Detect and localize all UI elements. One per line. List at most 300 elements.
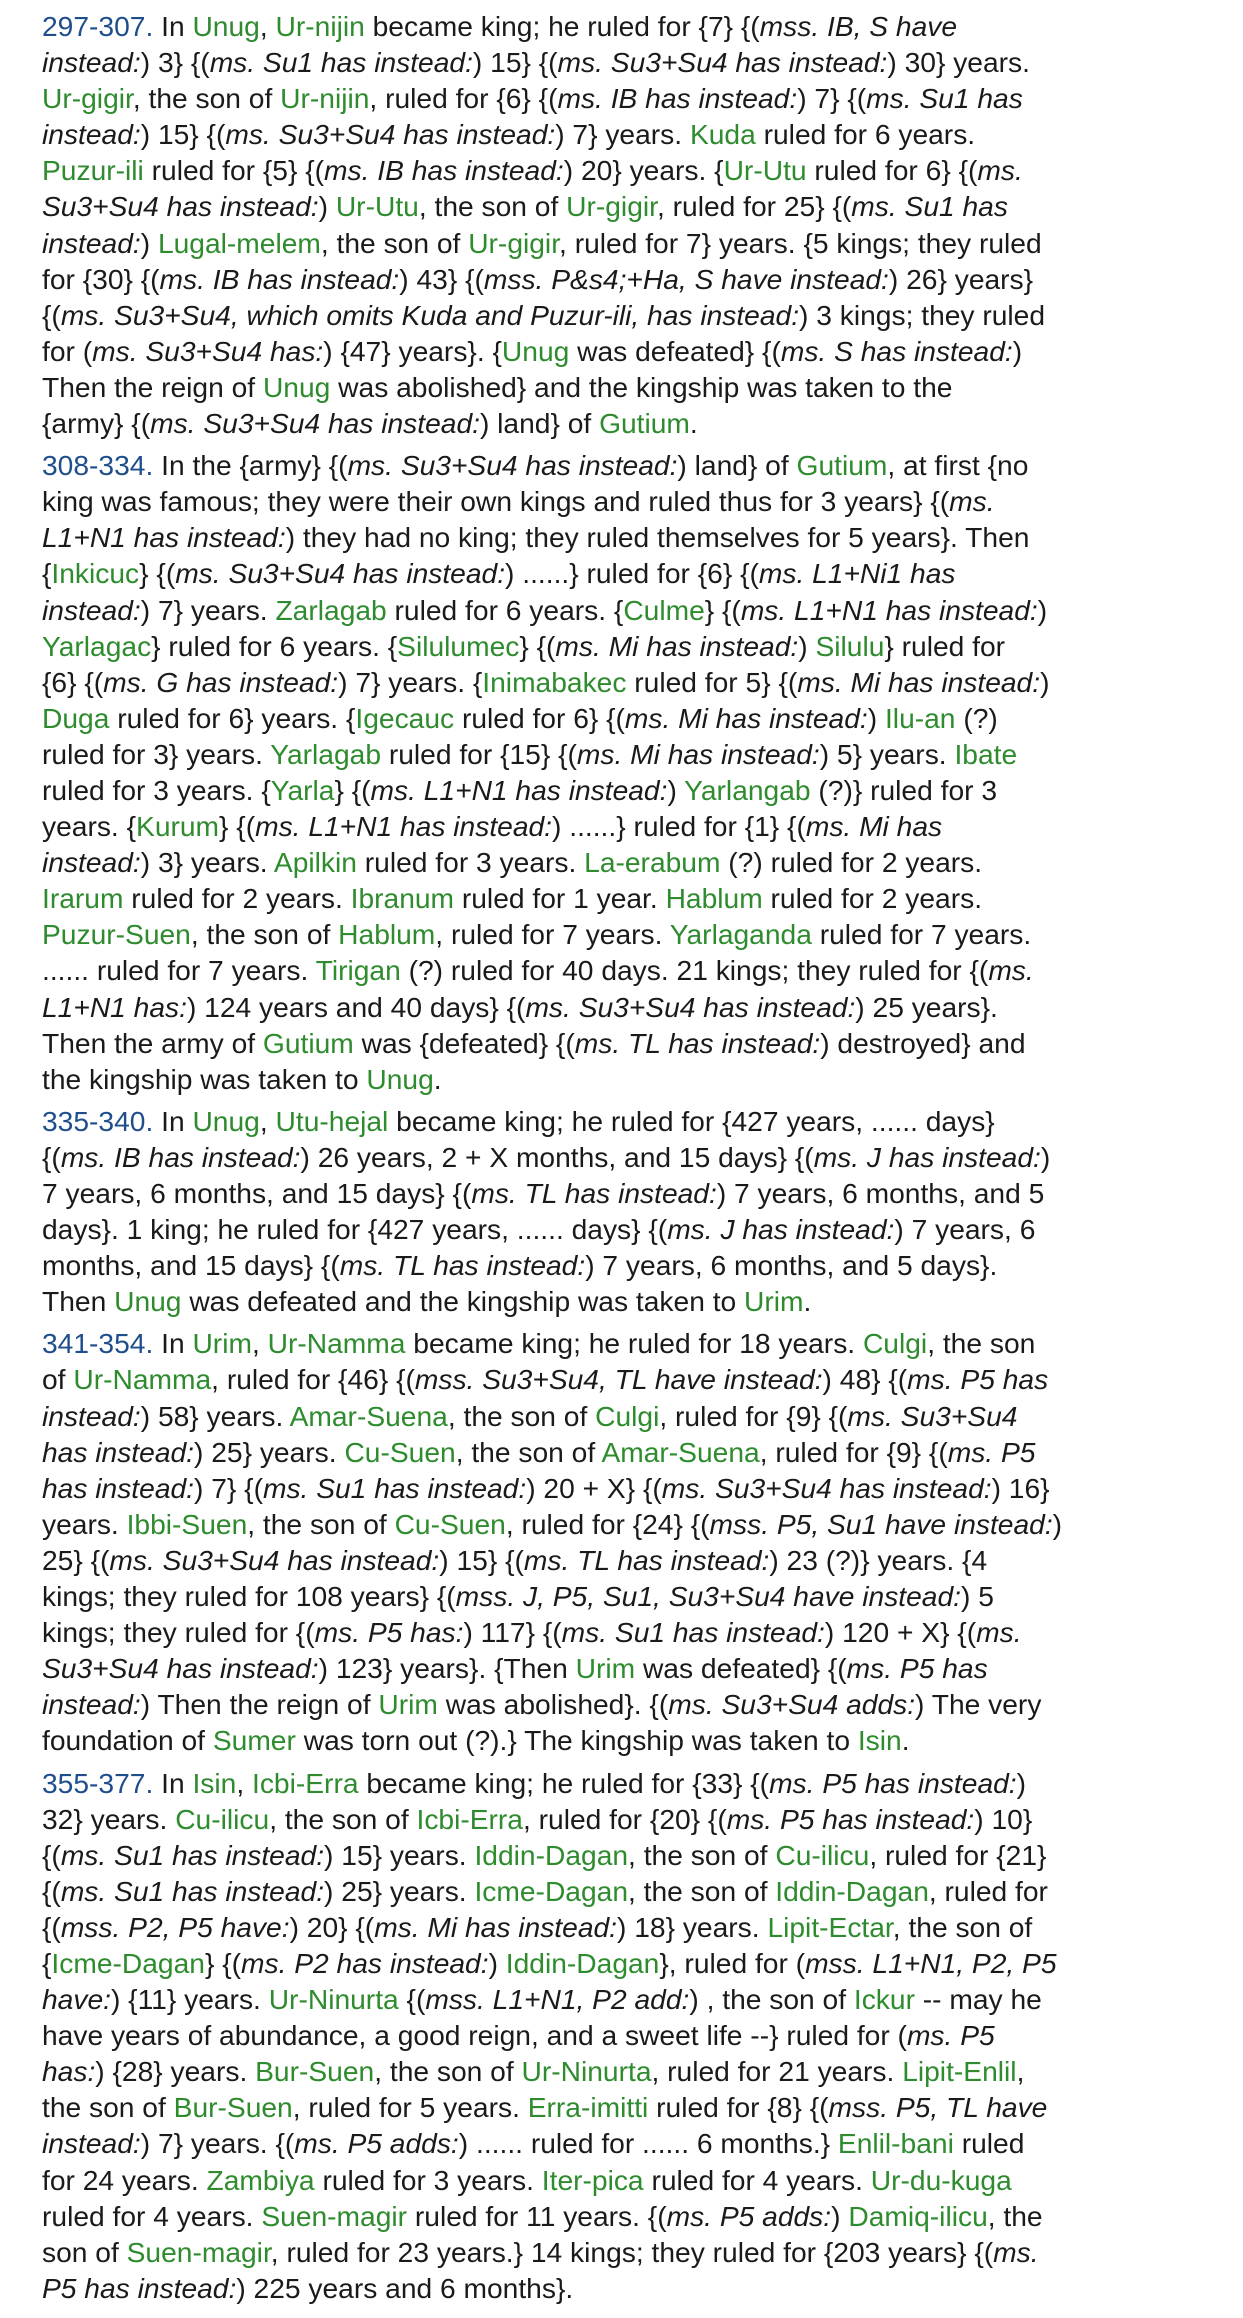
manuscript-note: ms. G has instead: (103, 665, 339, 698)
text-line (42, 700, 1192, 736)
text-run: months, and 15 days} {( (42, 1249, 340, 1282)
manuscript-note: ms. P5 has instead: (726, 1802, 975, 1835)
name-link[interactable]: Yarla (270, 773, 335, 806)
manuscript-note: ms. Su3+Su4 has: (92, 334, 324, 367)
name-link[interactable]: Culgi (862, 1327, 928, 1360)
text-run: ) (867, 701, 885, 734)
name-link[interactable]: Cu-Suen (344, 1435, 456, 1468)
text-line (42, 592, 1192, 628)
text-run: , the son of (418, 190, 567, 223)
manuscript-note: ms. Su3+Su4 has instead: (347, 449, 678, 482)
name-link[interactable]: Gutium (262, 1026, 354, 1059)
name-link[interactable]: Iter-pica (541, 2163, 644, 2196)
name-link[interactable]: Igecauc (355, 701, 455, 734)
manuscript-note: P5 has instead: (42, 2271, 237, 2304)
manuscript-note: instead: (42, 46, 141, 79)
name-link[interactable]: Yarlagab (270, 737, 381, 770)
name-link[interactable]: Inkicuc (51, 557, 140, 590)
manuscript-note: ms. Su3+Su4 adds: (668, 1688, 916, 1721)
text-run: ruled for 4 years. (643, 2163, 871, 2196)
name-link[interactable]: Inimabakec (482, 665, 627, 698)
text-run: ) (318, 190, 336, 223)
text-line (42, 261, 1192, 297)
text-run: ruled for {5} {( (143, 154, 325, 187)
manuscript-note: ms. Su1 has (851, 190, 1008, 223)
text-run: ) land} of (479, 407, 600, 440)
text-run: , the son of (374, 2055, 522, 2088)
manuscript-note: mss. P&s4;+Ha, S have instead: (483, 262, 889, 295)
text-run: ) 15} {( (439, 1543, 524, 1576)
name-link[interactable]: Erra-imitti (527, 2091, 649, 2124)
text-run: , ruled for {9} {( (759, 1435, 948, 1468)
manuscript-note: ms. Su3+Su4 has instead: (225, 118, 556, 151)
name-link[interactable]: Damiq-ilicu (848, 2199, 988, 2232)
manuscript-note: ms. (993, 2235, 1039, 2268)
text-run: ruled for 6} years. { (109, 701, 356, 734)
text-line (42, 916, 1192, 952)
name-link[interactable]: Utu-hejal (275, 1104, 389, 1137)
text-run: ruled for 6 years. (755, 118, 976, 151)
text-run: ) 25} years. (194, 1435, 345, 1468)
name-link[interactable]: Apilkin (273, 846, 357, 879)
manuscript-note: ms. Su1 has (866, 82, 1023, 115)
text-run: was abolished}. {( (437, 1688, 669, 1721)
text-run: 7 years, 6 months, and 15 days} {( (42, 1177, 472, 1209)
text-run: ruled for 1 year. (454, 882, 666, 915)
name-link[interactable]: Unug (114, 1285, 182, 1318)
text-line (42, 1837, 1192, 1873)
text-line (42, 152, 1192, 188)
manuscript-note: L1+N1 has: (42, 990, 187, 1023)
name-link[interactable]: Gutium (599, 407, 690, 440)
text-run: of (42, 1363, 74, 1396)
name-link[interactable]: Ickur (853, 1983, 915, 2016)
line-range-link[interactable]: 335-340. (42, 1104, 154, 1137)
text-run: , the son of (455, 1435, 602, 1468)
manuscript-note: ms. P5 (947, 1435, 1036, 1468)
text-run: kings; they ruled for 108 years} {( (42, 1580, 456, 1613)
text-run: . (433, 1062, 442, 1095)
name-link[interactable]: Bur-Suen (255, 2055, 375, 2088)
text-line (42, 1434, 1192, 1470)
name-link[interactable]: Ibate (954, 737, 1018, 770)
name-link[interactable]: Urim (192, 1327, 252, 1360)
text-line (42, 1398, 1192, 1434)
name-link[interactable]: Cu-ilicu (775, 1838, 870, 1871)
text-run: ) 3} {( (140, 46, 210, 79)
text-run: ruled for 5} {( (626, 665, 798, 698)
text-run: was {defeated} {( (353, 1026, 575, 1059)
name-link[interactable]: Puzur-ili (42, 154, 144, 187)
manuscript-note: ms. Mi has instead: (797, 665, 1041, 698)
manuscript-note: ms. Mi has instead: (555, 629, 799, 662)
text-run: ) 7} years. { (338, 665, 483, 698)
text-run: Then the army of (42, 1026, 263, 1059)
name-link[interactable]: Urim (575, 1652, 636, 1685)
name-link[interactable]: Urim (744, 1285, 804, 1318)
text-run: ) 3} years. (140, 846, 274, 879)
name-link[interactable]: Unug (192, 1104, 260, 1137)
text-run: ) (1037, 593, 1048, 626)
name-link[interactable]: Silulumec (397, 629, 520, 662)
text-run: ) land} of (677, 449, 797, 482)
name-link[interactable]: Ur-gigir (468, 226, 560, 259)
text-run: , (251, 1327, 268, 1360)
text-run: ) The very (915, 1688, 1042, 1721)
text-line (42, 1873, 1192, 1909)
manuscript-note: mss. Su3+Su4, TL have instead: (414, 1363, 823, 1396)
text-run: (?)} ruled for 3 (810, 773, 998, 806)
line-range-link[interactable]: 341-354. (42, 1327, 154, 1360)
entry-paragraph (42, 1325, 1192, 1758)
text-line (42, 2089, 1192, 2125)
name-link[interactable]: Kuda (689, 118, 756, 151)
text-run: , the son of (628, 1838, 776, 1871)
text-run: ) (488, 1946, 506, 1979)
text-run: In (153, 1766, 193, 1799)
manuscript-note: mss. L1+N1, P2, P5 (805, 1946, 1057, 1979)
manuscript-note: ms. P5 adds: (666, 2199, 832, 2232)
text-line (42, 952, 1192, 988)
manuscript-note: has: (42, 2055, 96, 2088)
text-run: ) 7} years. (140, 593, 276, 626)
text-run: ) 7 years, 6 months, and 5 days}. (585, 1249, 998, 1282)
text-run: {army} {( (42, 407, 151, 440)
name-link[interactable]: Lipit-Enlil (902, 2055, 1017, 2088)
name-link[interactable]: Zarlagab (275, 593, 387, 626)
text-line (42, 1614, 1192, 1650)
name-link[interactable]: Unug (192, 10, 260, 42)
text-run: days}. 1 king; he ruled for {427 years, ...... days} {( (42, 1213, 668, 1246)
text-run: ) 23 (?)} years. {4 (769, 1543, 988, 1576)
text-run: ruled for 6} {( (806, 154, 978, 187)
manuscript-note: instead: (42, 226, 141, 259)
manuscript-note: instead: (42, 118, 141, 151)
text-run: ) 20 + X} {( (526, 1471, 662, 1504)
text-run: , ruled for 25} {( (656, 190, 852, 223)
text-run: , ruled for 5 years. (292, 2091, 528, 2124)
text-line (42, 1247, 1192, 1283)
name-link[interactable]: Suen-magir (261, 2199, 408, 2232)
name-link[interactable]: Iddin-Dagan (505, 1946, 660, 1979)
text-line (42, 1578, 1192, 1614)
text-run: foundation of (42, 1724, 213, 1757)
text-run: , (236, 1766, 252, 1799)
name-link[interactable]: Suen-magir (126, 2235, 271, 2268)
manuscript-note: ms. P5 has: (314, 1616, 464, 1649)
text-run: , ruled for 7} years. {5 kings; they ruled (559, 226, 1042, 259)
name-link[interactable]: Urim (378, 1688, 438, 1721)
text-run: , the son of (247, 1507, 395, 1540)
text-run: the son of (42, 2091, 174, 2124)
text-line (42, 1722, 1192, 1758)
text-run: ) 15} {( (140, 118, 226, 151)
manuscript-note: has instead: (42, 1471, 195, 1504)
text-line (42, 2053, 1192, 2089)
text-run: ) {11} years. (110, 1983, 269, 2016)
text-run: , ruled for {46} {( (211, 1363, 415, 1396)
name-link[interactable]: Ur-du-kuga (870, 2163, 1012, 2196)
manuscript-note: ms. Su3+Su4 has instead: (661, 1471, 992, 1504)
name-link[interactable]: Lugal-melem (157, 226, 321, 259)
name-link[interactable]: Ur-Namma (73, 1363, 212, 1396)
name-link[interactable]: Yarlaganda (669, 918, 812, 951)
text-run: , the son of (892, 1910, 1033, 1943)
manuscript-note: mss. J, P5, Su1, Su3+Su4 have instead: (455, 1580, 961, 1613)
name-link[interactable]: Tirigan (315, 954, 401, 987)
manuscript-note: ms. Su3+Su4 has instead: (557, 46, 888, 79)
text-run: . (689, 407, 698, 440)
text-run: ) Then the reign of (140, 1688, 379, 1721)
name-link[interactable]: Icme-Dagan (474, 1874, 628, 1907)
text-run: ) 20} {( (289, 1910, 375, 1943)
text-run: ruled for 6 years. { (386, 593, 624, 626)
text-run: ) 7 years, 6 (894, 1213, 1036, 1246)
manuscript-note: ms. Su3+Su4 has instead: (175, 557, 506, 590)
text-run: ) (667, 773, 685, 806)
text-run: ) 43} {( (399, 262, 484, 295)
text-run: ) (1016, 1766, 1027, 1799)
text-run: {( (42, 1838, 61, 1871)
text-run: was abolished} and the kingship was taken to the (330, 370, 953, 403)
line-range-link[interactable]: 308-334. (42, 449, 154, 482)
name-link[interactable]: Amar-Suena (601, 1435, 760, 1468)
text-run: ) 123} years}. {Then (318, 1652, 576, 1685)
manuscript-note: ms. TL has instead: (339, 1249, 586, 1282)
text-run: ruled for 6} {( (454, 701, 625, 734)
text-run: } {( (519, 629, 556, 662)
text-run: , the son of (269, 1802, 417, 1835)
name-link[interactable]: Ibranum (350, 882, 455, 915)
text-line (42, 664, 1192, 700)
text-run: Then (42, 1285, 115, 1318)
line-range-link[interactable]: 355-377. (42, 1766, 154, 1799)
manuscript-note: ms. (977, 154, 1023, 187)
text-run: (?) (955, 701, 998, 734)
manuscript-note: ms. J has instead: (813, 1140, 1041, 1173)
text-run: kings; they ruled for {( (42, 1616, 315, 1649)
name-link[interactable]: Yarlagac (42, 629, 152, 662)
text-run: } {( (704, 593, 741, 626)
manuscript-note: ms. L1+N1 has instead: (370, 773, 668, 806)
text-run: ) 15} {( (472, 46, 558, 79)
name-link[interactable]: Gutium (796, 449, 888, 482)
text-line (42, 8, 1192, 44)
name-link[interactable]: Ur-gigir (42, 82, 133, 115)
name-link[interactable]: Ur-nijin (275, 10, 365, 42)
text-line (42, 297, 1192, 333)
manuscript-note: ms. (949, 485, 995, 518)
entry-paragraph (42, 1103, 1192, 1320)
manuscript-note: ms. Su3+Su4 has instead: (109, 1543, 440, 1576)
manuscript-note: L1+N1 has instead: (42, 521, 286, 554)
text-run: ) they had no king; they ruled themselves for 5 years}. Then (285, 521, 1030, 554)
text-run: ) 7} {( (194, 1471, 263, 1504)
name-link[interactable]: Ur-Ninurta (521, 2055, 652, 2088)
text-run: son of (42, 2235, 127, 2268)
text-line (42, 44, 1192, 80)
text-line (42, 1909, 1192, 1945)
name-link[interactable]: Cu-ilicu (175, 1802, 270, 1835)
text-run: 32} years. (42, 1802, 176, 1835)
text-line (42, 1686, 1192, 1722)
name-link[interactable]: Cu-Suen (394, 1507, 506, 1540)
text-line (42, 736, 1192, 772)
name-link[interactable]: La-erabum (584, 846, 721, 879)
name-link[interactable]: Yarlangab (684, 773, 811, 806)
name-link[interactable]: Zambiya (206, 2163, 315, 2196)
name-link[interactable]: Unug (366, 1062, 434, 1095)
text-run: In (153, 10, 193, 42)
text-run: ) (1012, 334, 1023, 367)
text-run: , ruled for 21 years. (651, 2055, 903, 2088)
name-link[interactable]: Silulu (815, 629, 885, 662)
text-run: , ruled for {20} {( (523, 1802, 727, 1835)
text-line (42, 2017, 1192, 2053)
name-link[interactable]: Enlil-bani (837, 2127, 954, 2160)
text-run: ) 7} years. (555, 118, 690, 151)
manuscript-note: ms. IB has instead: (324, 154, 564, 187)
name-link[interactable]: Unug (501, 334, 570, 367)
text-line (42, 1361, 1192, 1397)
manuscript-note: ms. Su1 has instead: (262, 1471, 527, 1504)
text-line (42, 1175, 1192, 1211)
name-link[interactable]: Amar-Suena (289, 1399, 448, 1432)
manuscript-note: ms. P5 has (846, 1652, 988, 1685)
name-link[interactable]: Kurum (136, 810, 220, 843)
text-run: , at first {no (887, 449, 1029, 482)
name-link[interactable]: Hablum (665, 882, 763, 915)
name-link[interactable]: Duga (42, 701, 110, 734)
text-run: ) ......} ruled for {6} {( (505, 557, 759, 590)
name-link[interactable]: Icbi-Erra (416, 1802, 523, 1835)
text-line (42, 989, 1192, 1025)
name-link[interactable]: Ur-Ninurta (268, 1983, 399, 2016)
manuscript-note: mss. P2, P5 have: (60, 1910, 290, 1943)
manuscript-note: Su3+Su4 has instead: (42, 1652, 319, 1685)
manuscript-note: ms. L1+Ni1 has (758, 557, 956, 590)
name-link[interactable]: Ur-gigir (566, 190, 657, 223)
text-line (42, 1542, 1192, 1578)
text-run: ruled for 3 years. (314, 2163, 542, 2196)
text-run: have years of abundance, a good reign, and a sweet life --} ruled for ( (42, 2019, 907, 2052)
manuscript-note: instead: (42, 1688, 141, 1721)
text-run: , the son of (628, 1874, 776, 1907)
name-link[interactable]: Ur-Utu (335, 190, 419, 223)
text-run: , the son of (132, 82, 281, 115)
text-run: { (42, 1946, 52, 1979)
manuscript-note: ms. L1+N1 has instead: (255, 810, 553, 843)
text-run: , (1016, 2055, 1025, 2088)
text-run: ) 3 kings; they ruled (799, 298, 1046, 331)
text-run: ) 117} {( (463, 1616, 562, 1649)
text-line (42, 225, 1192, 261)
name-link[interactable]: Unug (262, 370, 331, 403)
manuscript-note: ms. J has instead: (667, 1213, 895, 1246)
text-run: . (901, 1724, 910, 1757)
text-run: ) 20} years. { (563, 154, 724, 187)
text-run: ) 7 years, 6 months, and 5 (716, 1177, 1045, 1209)
name-link[interactable]: Puzur-Suen (42, 918, 191, 951)
text-run: for {30} {( (42, 262, 160, 295)
name-link[interactable]: Isin (857, 1724, 902, 1757)
text-line (42, 2125, 1192, 2161)
text-line (42, 1765, 1192, 1801)
text-run: ruled for 2 years. (123, 882, 351, 915)
name-link[interactable]: Sumer (212, 1724, 296, 1757)
text-run: ) 30} years. (887, 46, 1030, 79)
name-link[interactable]: Iddin-Dagan (474, 1838, 629, 1871)
text-run: 25} {( (42, 1543, 110, 1576)
text-run: ) ......} ruled for {1} {( (552, 810, 806, 843)
name-link[interactable]: Hablum (338, 918, 436, 951)
name-link[interactable]: Ur-Utu (723, 154, 807, 187)
text-run: became king; he ruled for 18 years. (405, 1327, 863, 1360)
manuscript-note: ms. IB has instead: (557, 82, 798, 115)
name-link[interactable]: Ur-nijin (280, 82, 370, 115)
text-run: ruled for 11 years. {( (407, 2199, 667, 2232)
text-line (42, 1103, 1192, 1139)
text-run: ) (140, 226, 158, 259)
text-run: , the son of (447, 1399, 596, 1432)
text-line (42, 555, 1192, 591)
text-line (42, 628, 1192, 664)
text-run: ruled for 3 years. (356, 846, 585, 879)
name-link[interactable]: Isin (192, 1766, 237, 1799)
text-run: {( (42, 1140, 61, 1173)
text-run: ) {28} years. (95, 2055, 256, 2088)
name-link[interactable]: Irarum (42, 882, 124, 915)
text-line (42, 333, 1192, 369)
manuscript-note: ms. (976, 1616, 1022, 1649)
name-link[interactable]: Ilu-an (884, 701, 956, 734)
text-run: }, ruled for ( (659, 1946, 806, 1979)
text-run: ) (831, 2199, 849, 2232)
name-link[interactable]: Ibbi-Suen (126, 1507, 248, 1540)
name-link[interactable]: Ur-Namma (267, 1327, 406, 1360)
name-link[interactable]: Culgi (595, 1399, 660, 1432)
manuscript-note: ms. IB has instead: (60, 1140, 301, 1173)
text-run: {( (42, 1910, 61, 1943)
text-run: , the son (927, 1327, 1036, 1360)
text-run: {( (42, 298, 61, 331)
text-run: , the (987, 2199, 1043, 2232)
text-run: ) 124 years and 40 days} {( (186, 990, 526, 1023)
text-run: ) destroyed} and (820, 1026, 1026, 1059)
text-run: . (803, 1285, 812, 1318)
name-link[interactable]: Culme (623, 593, 705, 626)
text-line (42, 405, 1192, 441)
name-link[interactable]: Icbi-Erra (252, 1766, 359, 1799)
name-link[interactable]: Lipit-Ectar (767, 1910, 893, 1943)
line-range-link[interactable]: 297-307. (42, 10, 154, 42)
text-line (42, 844, 1192, 880)
text-run: } {( (204, 1946, 241, 1979)
manuscript-note: ms. Su1 has instead: (561, 1616, 825, 1649)
text-run: In (153, 1327, 193, 1360)
manuscript-note: ms. IB has instead: (159, 262, 400, 295)
name-link[interactable]: Iddin-Dagan (775, 1874, 929, 1907)
text-run: (?) ruled for 40 days. 21 kings; they ruled for {( (400, 954, 989, 987)
text-run: ...... ruled for 7 years. (42, 954, 316, 987)
name-link[interactable]: Icme-Dagan (51, 1946, 205, 1979)
manuscript-note: ms. TL has instead: (471, 1177, 717, 1209)
text-run: ) , the son of (689, 1983, 854, 2016)
text-line (42, 2270, 1192, 2306)
text-run: ruled for 4 years. (42, 2199, 262, 2232)
text-run: ) 10} (974, 1802, 1033, 1835)
name-link[interactable]: Bur-Suen (173, 2091, 293, 2124)
